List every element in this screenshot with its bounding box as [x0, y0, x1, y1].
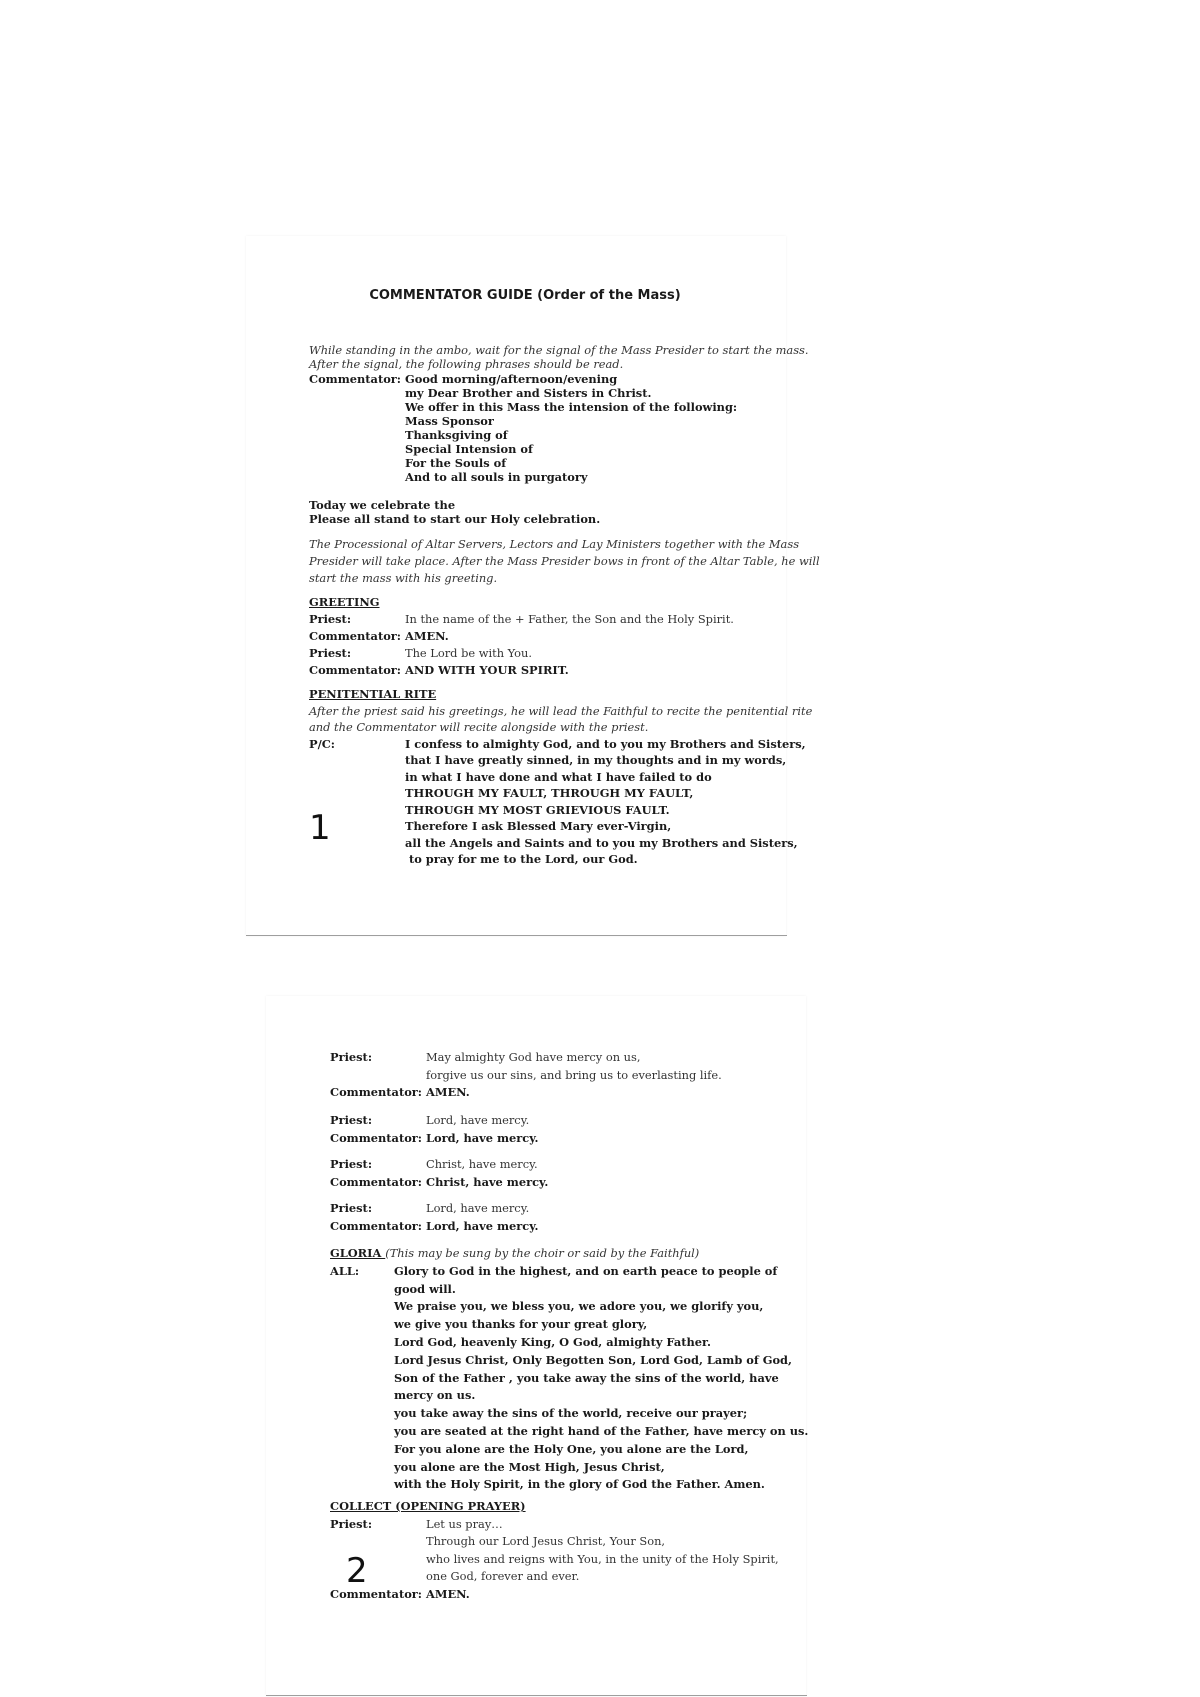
dialogue-text [426, 1049, 800, 1084]
confiteor-line: THROUGH MY MOST GRIEVIOUS FAULT. [405, 802, 670, 817]
commentator-line: And to all souls in purgatory [405, 470, 588, 484]
penitential-rite-section [309, 686, 813, 868]
dialogue-row [330, 1586, 800, 1604]
dialogue-text: In the name of the + Father, the Son and the Holy Spirit. [405, 612, 734, 626]
gloria-line: we give you thanks for your great glory, [394, 1317, 648, 1332]
priest-line: Let us pray… [426, 1516, 503, 1531]
priest-line: forgive us our sins, and bring us to everlasting life. [426, 1067, 722, 1082]
priest-line: May almighty God have mercy on us, [426, 1050, 641, 1064]
dialogue-text: AMEN. [405, 629, 449, 643]
confiteor-line: in what I have done and what I have failed to do [405, 769, 712, 784]
confiteor-line: I confess to almighty God, and to you my Brothers and Sisters, [405, 736, 806, 751]
document-title: COMMENTATOR GUIDE (Order of the Mass) [369, 288, 681, 303]
speaker-label: Priest: [330, 1516, 373, 1531]
page-divider [246, 935, 787, 936]
priest-line: Through our Lord Jesus Christ, Your Son, [426, 1534, 666, 1549]
absolution-section [330, 1049, 800, 1102]
confiteor-line: Therefore I ask Blessed Mary ever-Virgin, [405, 819, 672, 833]
section-heading-penitential: PENITENTIAL RITE [309, 687, 437, 701]
dialogue-row [330, 1130, 800, 1148]
commentator-line: Good morning/afternoon/evening [405, 372, 618, 386]
penitential-intro-line: After the priest said his greetings, he will lead the Faithful to recite the penitential rite [309, 703, 813, 718]
today-line: Today we celebrate the [309, 498, 456, 512]
speaker-label: Priest: [309, 646, 352, 660]
gloria-line: you are seated at the right hand of the Father, have mercy on us. [394, 1423, 809, 1438]
dialogue-text: Christ, have mercy. [426, 1174, 549, 1189]
document-page-1 [246, 236, 820, 936]
procession-line: The Processional of Altar Servers, Lectors and Lay Ministers together with the Mass [309, 537, 800, 551]
speaker-label: Priest: [309, 612, 352, 626]
intro-line: While standing in the ambo, wait for the signal of the Mass Presider to start the mass. [309, 343, 809, 357]
gloria-line: mercy on us. [394, 1388, 476, 1403]
gloria-line: For you alone are the Holy One, you alone are the Lord, [394, 1441, 749, 1456]
section-heading-greeting: GREETING [309, 595, 380, 609]
priest-line: one God, forever and ever. [426, 1569, 580, 1584]
speaker-label: Commentator: [309, 372, 402, 386]
speaker-label: Commentator: [309, 629, 402, 643]
gloria-heading-line [330, 1245, 800, 1263]
dialogue-text: Lord, have mercy. [426, 1130, 539, 1145]
gloria-line: with the Holy Spirit, in the glory of God the Father. Amen. [394, 1477, 765, 1492]
commentator-line: my Dear Brother and Sisters in Christ. [405, 386, 652, 400]
gloria-line: you take away the sins of the world, receive our prayer; [394, 1406, 748, 1421]
speaker-label: Commentator: [330, 1085, 423, 1099]
dialogue-text: Lord, have mercy. [426, 1218, 539, 1233]
priest-line: who lives and reigns with You, in the unity of the Holy Spirit, [426, 1551, 779, 1566]
intro-line: After the signal, the following phrases should be read. [309, 357, 624, 371]
page-divider [266, 1695, 807, 1696]
dialogue-row [309, 645, 769, 662]
dialogue-row [330, 1156, 800, 1174]
gloria-note: (This may be sung by the choir or said by the Faithful) [385, 1246, 700, 1260]
dialogue-text: AMEN. [426, 1586, 470, 1601]
speaker-label: ALL: [330, 1263, 360, 1278]
dialogue-row [309, 628, 769, 645]
speaker-label: Commentator: [330, 1130, 423, 1145]
dialogue-text [426, 1516, 800, 1586]
document-page-2 [266, 996, 809, 1696]
commentator-line: Mass Sponsor [405, 414, 494, 428]
gloria-line: Lord Jesus Christ, Only Begotten Son, Lord God, Lamb of God, [394, 1352, 792, 1367]
section-heading-gloria: GLORIA [330, 1246, 386, 1260]
gloria-line: Lord God, heavenly King, O God, almighty Father. [394, 1334, 711, 1349]
speaker-label: Priest: [330, 1201, 373, 1215]
speaker-label: Priest: [330, 1113, 373, 1127]
commentator-line: Special Intension of [405, 442, 533, 456]
speaker-label: Priest: [330, 1157, 373, 1171]
confiteor [309, 736, 806, 868]
gloria-line: We praise you, we bless you, we adore you, we glorify you, [394, 1299, 764, 1314]
confiteor-line: THROUGH MY FAULT, THROUGH MY FAULT, [405, 786, 694, 800]
today-line: Please all stand to start our Holy celebration. [309, 512, 601, 526]
gloria-line: Glory to God in the highest, and on earth peace to people of [394, 1263, 778, 1278]
dialogue-text: Lord, have mercy. [426, 1113, 530, 1127]
gloria-lines [394, 1263, 808, 1494]
section-heading-collect: COLLECT (OPENING PRAYER) [330, 1499, 526, 1513]
intro-instructions [309, 343, 809, 371]
dialogue-row [330, 1112, 800, 1130]
commentator-greeting [309, 372, 769, 484]
dialogue-row [309, 662, 769, 679]
commentator-line: We offer in this Mass the intension of the following: [405, 400, 738, 414]
dialogue-row [330, 1084, 800, 1102]
speaker-label: Commentator: [330, 1218, 423, 1233]
kyrie-exchange [330, 1200, 800, 1235]
dialogue-row [330, 1218, 800, 1236]
page-number: 1 [309, 808, 331, 848]
gloria-line: you alone are the Most High, Jesus Christ, [394, 1459, 665, 1474]
dialogue-text: AMEN. [426, 1085, 470, 1099]
gloria-section [330, 1245, 809, 1494]
page-number: 2 [346, 1551, 368, 1591]
gloria-hymn [330, 1263, 809, 1494]
commentator-lines [405, 372, 769, 484]
kyrie-exchange [330, 1112, 800, 1147]
commentator-line: For the Souls of [405, 456, 507, 470]
procession-line: start the mass with his greeting. [309, 571, 498, 585]
dialogue-text: Christ, have mercy. [426, 1157, 538, 1171]
confiteor-line: all the Angels and Saints and to you my Brothers and Sisters, [405, 835, 798, 850]
penitential-intro-line: and the Commentator will recite alongside with the priest. [309, 720, 649, 734]
confiteor-line: that I have greatly sinned, in my thoughts and in my words, [405, 753, 787, 767]
greeting-section [309, 594, 769, 679]
gloria-line: Son of the Father , you take away the sins of the world, have [394, 1370, 779, 1385]
kyrie-exchange [330, 1156, 800, 1191]
dialogue-row [330, 1200, 800, 1218]
speaker-label: Commentator: [330, 1174, 423, 1189]
speaker-label: Commentator: [309, 663, 402, 677]
gloria-line: good will. [394, 1281, 456, 1296]
collect-section [330, 1498, 800, 1604]
dialogue-text: The Lord be with You. [405, 646, 532, 660]
procession-line: Presider will take place. After the Mass Presider bows in front of the Altar Table, he will [309, 554, 820, 568]
speaker-label: P/C: [309, 736, 335, 751]
procession-instructions [309, 536, 820, 587]
speaker-label: Commentator: [330, 1586, 423, 1601]
dialogue-text: Lord, have mercy. [426, 1201, 530, 1215]
dialogue-row [330, 1049, 800, 1084]
dialogue-text: AND WITH YOUR SPIRIT. [405, 663, 569, 677]
commentator-line: Thanksgiving of [405, 428, 508, 442]
dialogue-row [330, 1174, 800, 1192]
dialogue-row [330, 1516, 800, 1586]
today-celebration [309, 498, 769, 526]
confiteor-lines [405, 736, 806, 868]
dialogue-row [309, 611, 769, 628]
speaker-label: Priest: [330, 1050, 373, 1064]
confiteor-line: to pray for me to the Lord, our God. [405, 852, 638, 866]
